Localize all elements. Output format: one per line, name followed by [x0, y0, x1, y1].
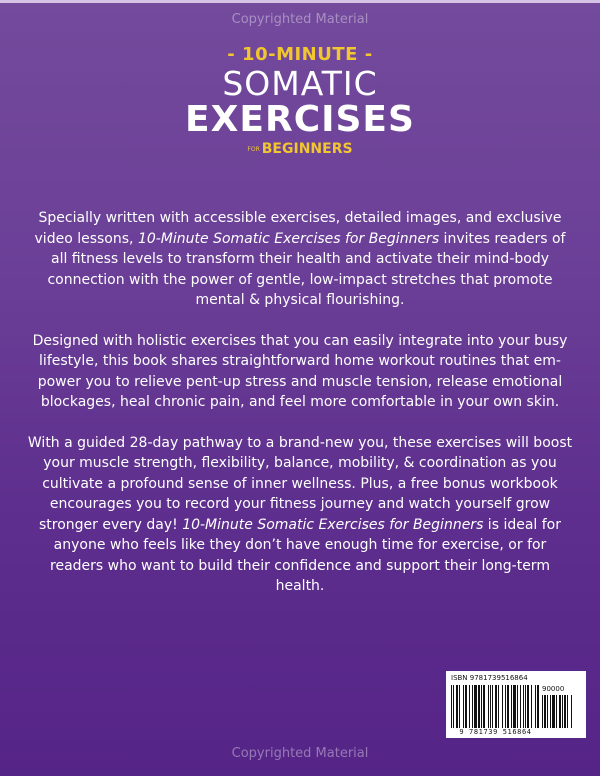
watermark-bottom: Copyrighted Material [231, 746, 369, 761]
barcode-bar [456, 685, 458, 728]
barcode-bars-price [542, 695, 582, 728]
blurb-p3-text-b: is ideal for anyone who feels like they don’t have enough time for exercise, or for readers who want to build their confidence and support their long-term health. [50, 516, 562, 594]
barcode-bar [492, 685, 493, 728]
barcode-bar [481, 685, 482, 728]
barcode-bar [564, 695, 566, 728]
barcode-bar [490, 685, 491, 728]
barcode-bar [505, 685, 506, 728]
title-for-word: FOR [247, 145, 260, 153]
barcode-bar [523, 685, 524, 728]
blurb-paragraph-2: Designed with holistic exercises that you can easily integrate into your busy lifestyle, this book shares straightforward home workout routines that em-power you to relieve pent-up stress and muscle tension, release emotional blockages, heal chronic pain, and feel more comfortable in your own skin. [32, 332, 568, 410]
barcode-bar [463, 685, 464, 728]
barcode-bar [502, 685, 503, 728]
barcode-bar [517, 685, 518, 728]
barcode-bar [556, 695, 557, 728]
barcode-bar [550, 695, 551, 728]
barcode-bar [567, 695, 568, 728]
barcode-bar [469, 685, 470, 728]
barcode-bar [520, 685, 521, 728]
barcode-bar [453, 685, 454, 728]
barcode-bar [535, 685, 536, 728]
barcode-bar [451, 685, 452, 728]
title-line-exercises: EXERCISES [185, 99, 415, 140]
barcode-bar [472, 685, 473, 728]
isbn-barcode [446, 671, 586, 738]
kicker-dash-right: - [357, 44, 373, 65]
isbn-label: ISBN 9781739516864 [451, 674, 528, 682]
title-line-somatic: SOMATIC [222, 64, 378, 103]
title-audience-line [0, 141, 600, 157]
barcode-bar [531, 685, 532, 728]
barcode-bar [542, 695, 543, 728]
blurb-paragraph-1 [26, 208, 574, 311]
barcode-bar [478, 685, 480, 728]
blurb-paragraph-3 [26, 433, 574, 597]
back-cover-blurb [26, 208, 574, 617]
barcode-bar [483, 685, 485, 728]
barcode-bar [544, 695, 546, 728]
barcode-bar [547, 695, 548, 728]
kicker-text: 10-MINUTE [242, 44, 358, 65]
barcode-bar [525, 685, 526, 728]
blurb-p3-book-title: 10-Minute Somatic Exercises for Beginners [182, 516, 484, 533]
watermark-top: Copyrighted Material [231, 12, 369, 27]
barcode-bar [571, 695, 572, 728]
barcode-bar [498, 685, 499, 728]
barcode-bar [537, 685, 539, 728]
blurb-p1-text-a: Specially written with accessible exercises, detailed images, and exclusive video lessons, [34, 210, 562, 247]
barcode-bar [459, 685, 460, 728]
barcode-bar [488, 685, 489, 728]
price-code-label: 90000 [542, 685, 565, 693]
top-edge-strip [0, 0, 600, 3]
book-title-block [0, 44, 600, 157]
barcode-bar [562, 695, 563, 728]
blurb-p1-book-title: 10-Minute Somatic Exercises for Beginners [137, 230, 440, 247]
barcode-bars-ean13 [451, 685, 541, 728]
barcode-bar [465, 685, 467, 728]
barcode-bar [513, 685, 516, 728]
barcode-bar [527, 685, 529, 728]
title-kicker [0, 44, 600, 65]
blurb-p1-text-b: invites readers of all fitness levels to transform their health and activate their mind-body connection with the power of gentle, low-impact stretches that promote mental & physical flourishing. [47, 230, 566, 308]
barcode-bar [474, 685, 477, 728]
barcode-digits: 9 781739 516864 [459, 728, 532, 736]
barcode-bar [552, 695, 555, 728]
barcode-bar [511, 685, 512, 728]
blurb-p3-text-a: With a guided 28-day pathway to a brand-new you, these exercises will boost your muscle strength, flexibility, balance, mobility, & coordination as you cultivate a profound sense of inner wellness. Plus, a free bonus workbook encourages you to record your fitness journey and watch yourself grow stronger every day! [27, 434, 573, 533]
kicker-dash-left: - [227, 44, 243, 65]
barcode-bar [507, 685, 509, 728]
title-audience: BEGINNERS [261, 141, 353, 157]
barcode-bar [559, 695, 561, 728]
barcode-bar [495, 685, 497, 728]
